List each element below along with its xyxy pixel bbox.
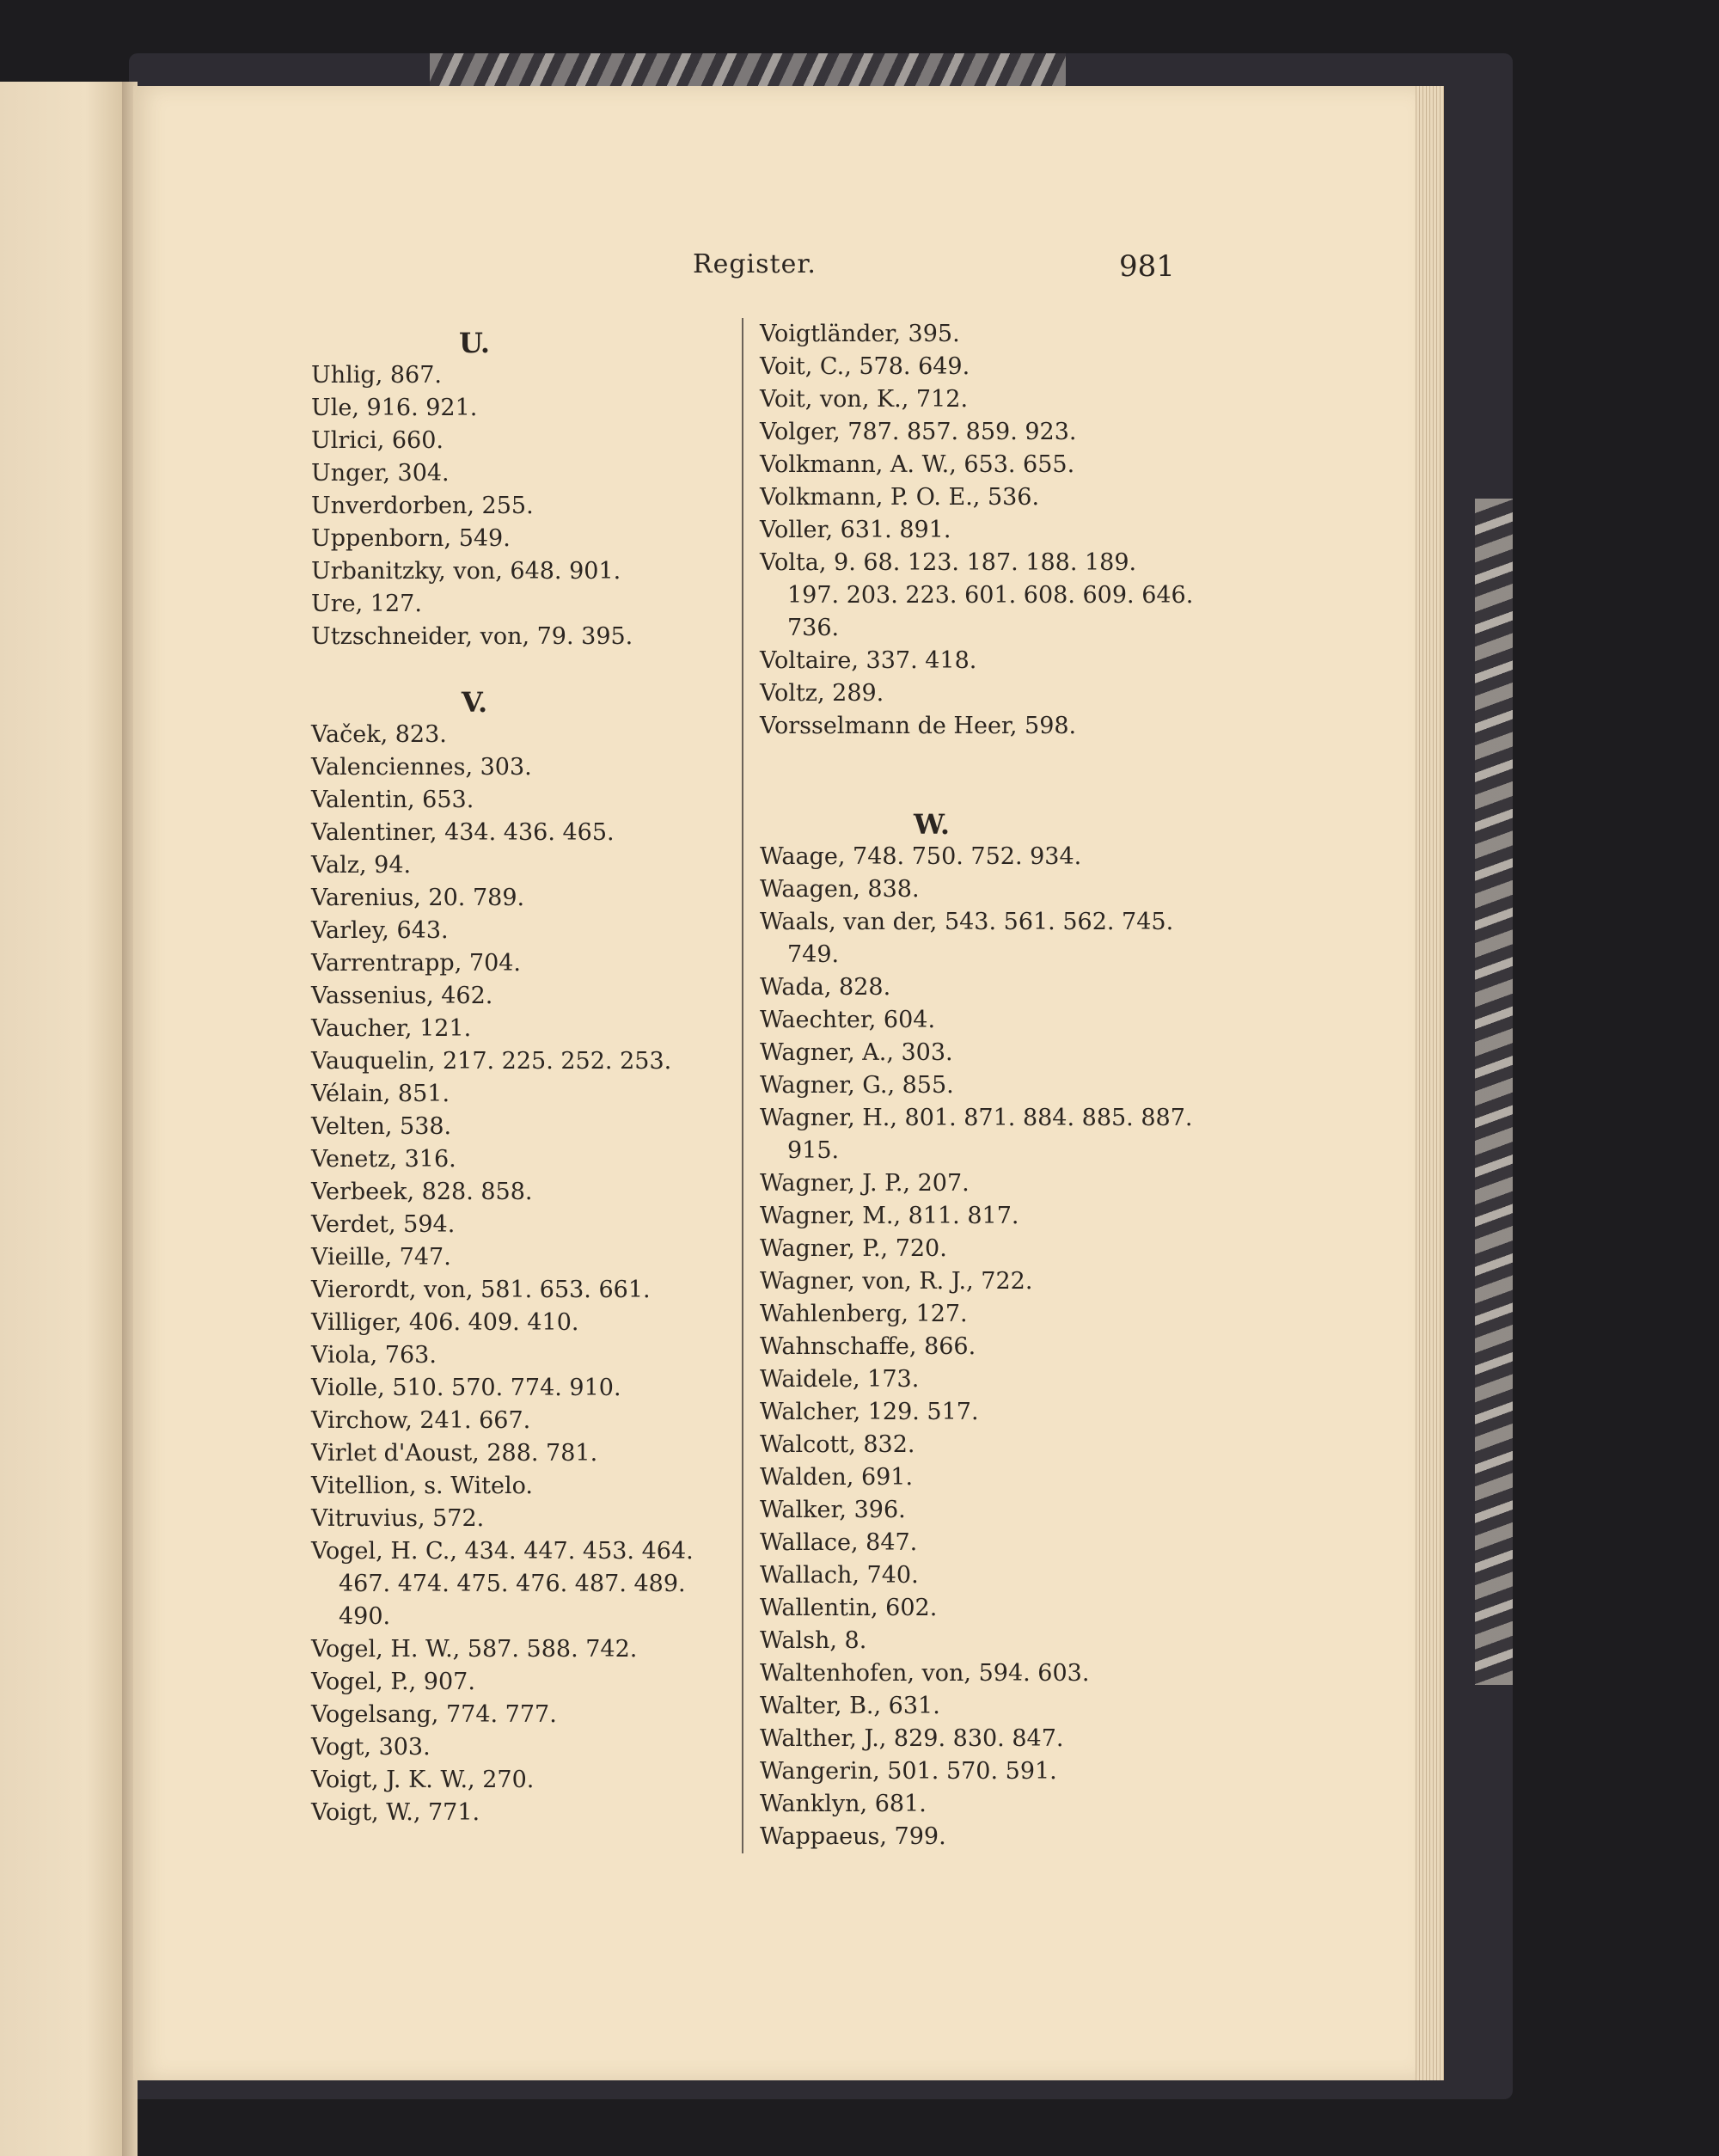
index-entry: Wagner, J. P., 207. — [760, 1170, 970, 1197]
index-entry-continuation: 490. — [339, 1603, 391, 1630]
index-entry: Varenius, 20. 789. — [311, 885, 525, 911]
index-entry: Vaucher, 121. — [311, 1015, 472, 1042]
index-entry: Valentin, 653. — [311, 787, 474, 813]
index-entry: Ule, 916. 921. — [311, 395, 478, 421]
index-entry: Varrentrapp, 704. — [311, 950, 522, 977]
index-entry: Wada, 828. — [760, 974, 891, 1001]
index-column-left — [311, 327, 741, 1829]
index-entry: Volkmann, P. O. E., 536. — [760, 484, 1040, 511]
index-entry: Wagner, von, R. J., 722. — [760, 1268, 1033, 1295]
index-column-right — [760, 318, 1224, 1853]
spacer — [760, 743, 1224, 775]
index-entry-continuation: 915. — [787, 1137, 840, 1164]
index-entry: Velten, 538. — [311, 1113, 452, 1140]
index-entry: Wagner, G., 855. — [760, 1072, 954, 1099]
index-entry: Utzschneider, von, 79. 395. — [311, 623, 633, 650]
index-entry: Volkmann, A. W., 653. 655. — [760, 451, 1075, 478]
section-letter: V. — [461, 686, 488, 719]
index-entry: Walsh, 8. — [760, 1627, 867, 1654]
index-entry: Waagen, 838. — [760, 876, 920, 903]
section-letter: W. — [913, 808, 951, 841]
index-entry: Unger, 304. — [311, 460, 450, 487]
index-entry: Uppenborn, 549. — [311, 525, 511, 552]
index-entry: Virchow, 241. 667. — [311, 1407, 531, 1434]
index-entry: Wagner, H., 801. 871. 884. 885. 887. — [760, 1105, 1193, 1131]
index-entry: Vaček, 823. — [311, 721, 447, 748]
index-entry: Walcott, 832. — [760, 1431, 915, 1458]
index-entry: Vieille, 747. — [311, 1244, 451, 1271]
index-entry: Waechter, 604. — [760, 1007, 936, 1033]
index-entry: Wallach, 740. — [760, 1562, 919, 1589]
cover-ornament-top — [430, 53, 1066, 89]
index-entry: Urbanitzky, von, 648. 901. — [311, 558, 621, 585]
index-entry: Wagner, A., 303. — [760, 1039, 953, 1066]
index-entry: Ure, 127. — [311, 591, 422, 617]
index-entry: Valentiner, 434. 436. 465. — [311, 819, 615, 846]
index-entry: Uhlig, 867. — [311, 362, 442, 389]
index-entry: Wallentin, 602. — [760, 1595, 938, 1621]
index-entry: Vélain, 851. — [311, 1081, 450, 1107]
index-entry: Vorsselmann de Heer, 598. — [760, 713, 1077, 739]
index-entry: Valenciennes, 303. — [311, 754, 532, 781]
index-entry: Walker, 396. — [760, 1497, 906, 1523]
index-entry: Wahlenberg, 127. — [760, 1301, 968, 1327]
index-entry: Venetz, 316. — [311, 1146, 456, 1173]
index-entry: Voigt, J. K. W., 270. — [311, 1767, 535, 1793]
index-entry: Waidele, 173. — [760, 1366, 920, 1393]
index-entry: Verbeek, 828. 858. — [311, 1179, 533, 1205]
index-entry: Waltenhofen, von, 594. 603. — [760, 1660, 1090, 1687]
index-entry: Volger, 787. 857. 859. 923. — [760, 419, 1077, 445]
index-entry: Villiger, 406. 409. 410. — [311, 1309, 579, 1336]
spacer — [311, 653, 741, 686]
index-entry: Vogel, H. C., 434. 447. 453. 464. — [311, 1538, 694, 1565]
index-entry: Wahnschaffe, 866. — [760, 1333, 976, 1360]
index-entry: Unverdorben, 255. — [311, 493, 534, 519]
index-entry: Wallace, 847. — [760, 1529, 918, 1556]
index-entry: Virlet d'Aoust, 288. 781. — [311, 1440, 598, 1467]
index-entry: Wanklyn, 681. — [760, 1791, 927, 1817]
index-entry: Wangerin, 501. 570. 591. — [760, 1758, 1057, 1785]
index-entry: Voller, 631. 891. — [760, 517, 951, 543]
index-entry: Walden, 691. — [760, 1464, 914, 1491]
index-entry: Vitruvius, 572. — [311, 1505, 485, 1532]
left-page — [0, 82, 122, 2156]
index-entry: Varley, 643. — [311, 917, 449, 944]
index-entry: Walter, B., 631. — [760, 1693, 940, 1719]
cover-ornament-right — [1475, 499, 1513, 1685]
index-entry: Vitellion, s. Witelo. — [311, 1473, 533, 1499]
index-entry: Voigt, W., 771. — [311, 1799, 480, 1826]
index-entry: Voit, von, K., 712. — [760, 386, 969, 413]
index-entry: Vogelsang, 774. 777. — [311, 1701, 557, 1728]
index-entry: Waage, 748. 750. 752. 934. — [760, 843, 1082, 870]
index-entry: Verdet, 594. — [311, 1211, 456, 1238]
index-entry: Vogel, H. W., 587. 588. 742. — [311, 1636, 638, 1663]
index-entry: Viola, 763. — [311, 1342, 437, 1369]
index-entry: Wagner, P., 720. — [760, 1235, 947, 1262]
page-number: 981 — [1119, 249, 1175, 284]
spacer — [760, 775, 1224, 808]
index-entry: Wagner, M., 811. 817. — [760, 1203, 1019, 1229]
index-entry: Walcher, 129. 517. — [760, 1399, 979, 1425]
index-entry: Vassenius, 462. — [311, 983, 493, 1009]
index-entry: Ulrici, 660. — [311, 427, 444, 454]
index-entry: Voltz, 289. — [760, 680, 884, 707]
column-divider — [742, 318, 743, 1853]
index-entry: Voltaire, 337. 418. — [760, 647, 977, 674]
index-entry: Voit, C., 578. 649. — [760, 353, 970, 380]
index-entry: Vauquelin, 217. 225. 252. 253. — [311, 1048, 672, 1075]
index-entry: Valz, 94. — [311, 852, 412, 879]
index-entry: Vogt, 303. — [311, 1734, 431, 1761]
index-entry: Voigtländer, 395. — [760, 321, 960, 347]
index-entry: Vierordt, von, 581. 653. 661. — [311, 1277, 651, 1303]
index-entry: Vogel, P., 907. — [311, 1669, 475, 1695]
running-head: Register. — [693, 249, 817, 279]
index-entry-continuation: 749. — [787, 941, 840, 968]
index-entry: Volta, 9. 68. 123. 187. 188. 189. — [760, 549, 1137, 576]
section-letter: U. — [458, 327, 491, 359]
index-entry: Violle, 510. 570. 774. 910. — [311, 1375, 621, 1401]
index-entry: Walther, J., 829. 830. 847. — [760, 1725, 1064, 1752]
index-entry-continuation: 197. 203. 223. 601. 608. 609. 646. — [787, 582, 1194, 609]
index-entry: Waals, van der, 543. 561. 562. 745. — [760, 909, 1174, 935]
index-entry-continuation: 736. — [787, 615, 840, 641]
index-entry: Wappaeus, 799. — [760, 1823, 946, 1850]
index-entry-continuation: 467. 474. 475. 476. 487. 489. — [339, 1571, 686, 1597]
